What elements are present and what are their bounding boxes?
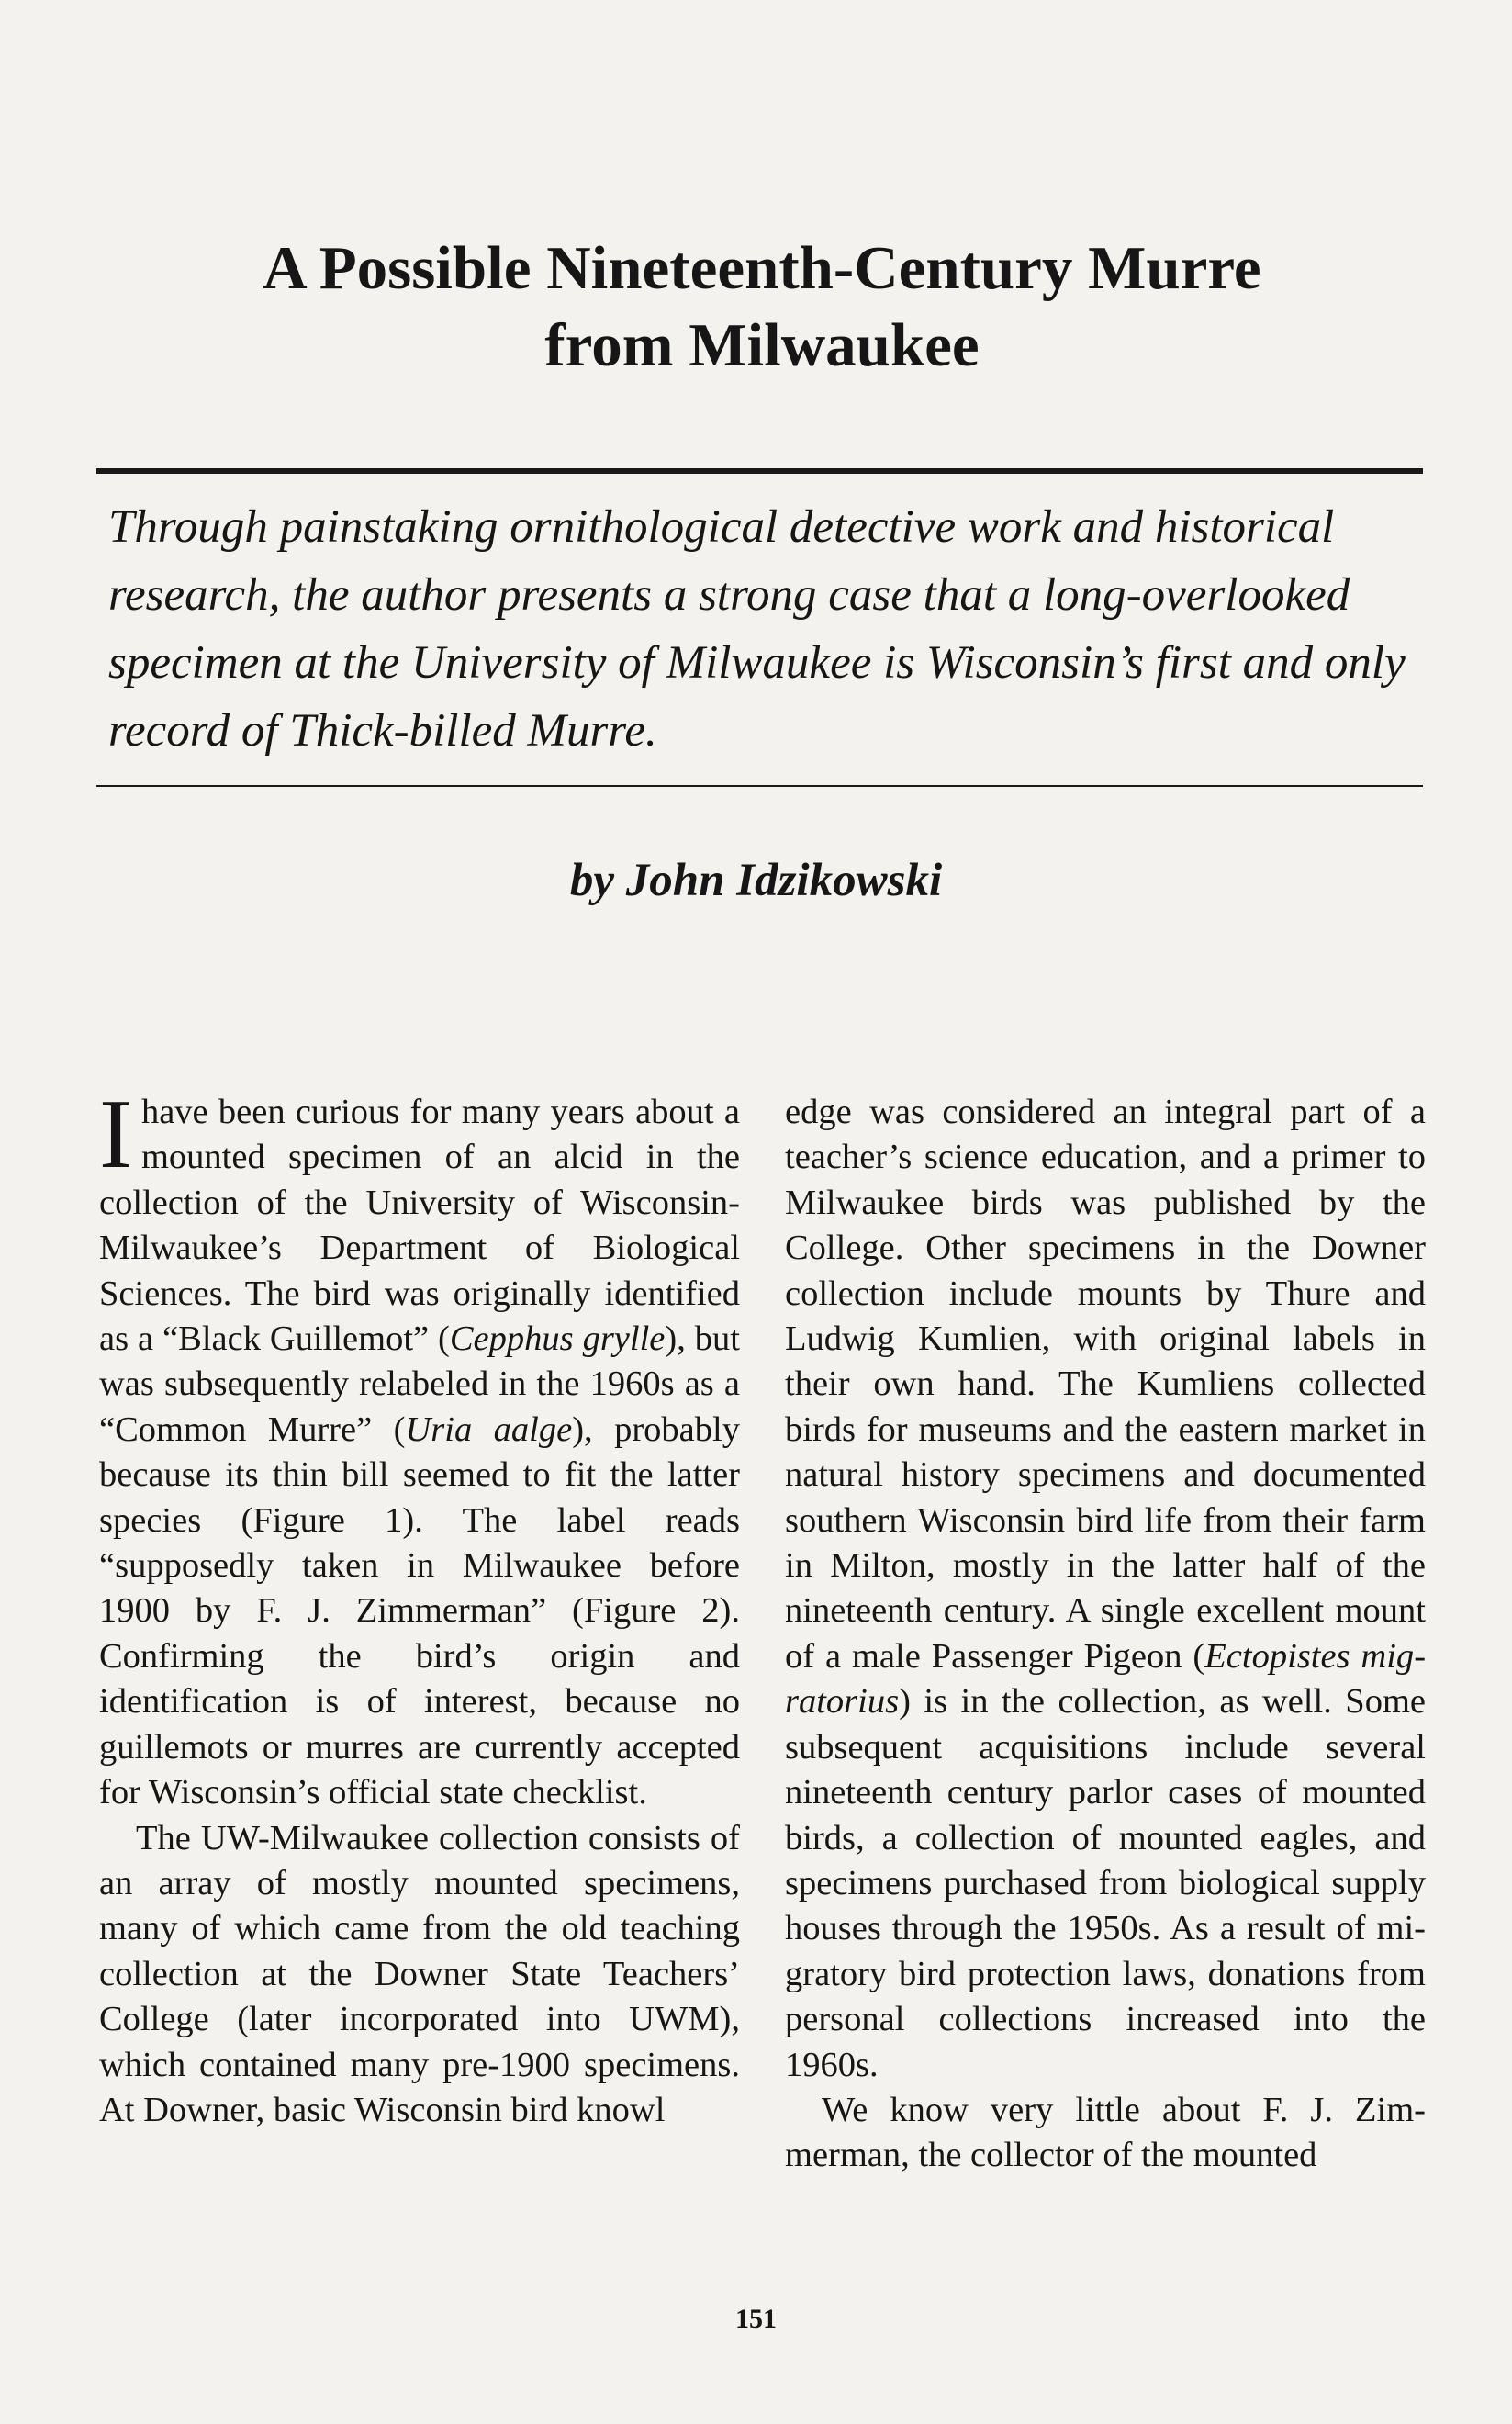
text-run: ) is in the collection, as well. Some subsequent acquisitions include several nineteenth century parlor cases of mounted birds, a collection of mounted eagles, and specimens purchased from biological supply houses through the 1950s. As a result of migratory bird protection laws, donations from personal collections increased into the 1960s.	[785, 1682, 1426, 2084]
scientific-name: Cepphus grylle	[449, 1319, 666, 1359]
paragraph	[99, 1080, 740, 1816]
drop-cap: I	[99, 1080, 132, 1189]
article-deck: Through painstaking ornithological detective work and historical research, the author presents a strong case that a long-overlooked specimen at the University of Milwaukee is Wisconsin’s first and only record of Thick-billed Murre.	[108, 501, 1406, 757]
scientific-name: Ectopistes migratorius	[785, 1636, 1427, 1722]
page-number: 151	[735, 2304, 777, 2334]
paragraph: The UW-Milwaukee collection consists of an array of mostly mounted specimens, many of which came from the old teaching collection at the Downer State Teachers’ College (later incorporated into UWM), which contained many pre-1900 specimens. At Downer, basic Wisconsin bird knowl	[99, 1818, 740, 2129]
text-run: edge was considered an integral part of a teacher’s science education, and a primer to Milwaukee birds was published by the College. Other specimens in the Downer collection include mounts by Thure and Ludwig Kumlien, with original labels in their own hand. The Kumliens collected birds for museums and the eastern market in natural history specimens and documented southern Wisconsin bird life from their farm in Milton, mostly in the latter half of the nineteenth century. A single excellent mount of a male Passenger Pigeon (	[785, 1093, 1426, 1676]
paragraph: We know very little about F. J. Zimmerman, the collector of the mounted	[785, 2090, 1426, 2175]
top-rule	[96, 468, 1423, 474]
title-line-1: A Possible Nineteenth-Century Murre	[263, 234, 1261, 302]
title-line-2: from Milwaukee	[544, 311, 980, 379]
column-left	[99, 1080, 740, 2133]
text-run: ), probably because its thin bill seemed to fit the latter species (Figure 1). The label reads “supposedly taken in Milwaukee before 1900 by F. J. Zimmerman” (Figure 2). Confirming the bird’s origin and identification is of interest, because no guillemots or murres are currently accepted for Wisconsin’s official state checklist.	[99, 1409, 740, 1812]
article-title	[96, 230, 1428, 384]
column-right	[785, 1090, 1426, 2179]
bottom-rule	[96, 785, 1423, 787]
paragraph	[785, 1090, 1426, 2088]
text-run: ), but was subsequently relabeled in the 1960s as a “Common Murre” (	[99, 1319, 740, 1449]
text-run: have been curious for many years about a mounted specimen of an alcid in the collection of the University of Wisconsin-Milwaukee’s Department of Biological Sciences. The bird was originally identified as a “Black Guillemot” (	[99, 1093, 740, 1359]
byline: by John Idzikowski	[569, 855, 943, 906]
scientific-name: Uria aalge	[405, 1409, 573, 1449]
